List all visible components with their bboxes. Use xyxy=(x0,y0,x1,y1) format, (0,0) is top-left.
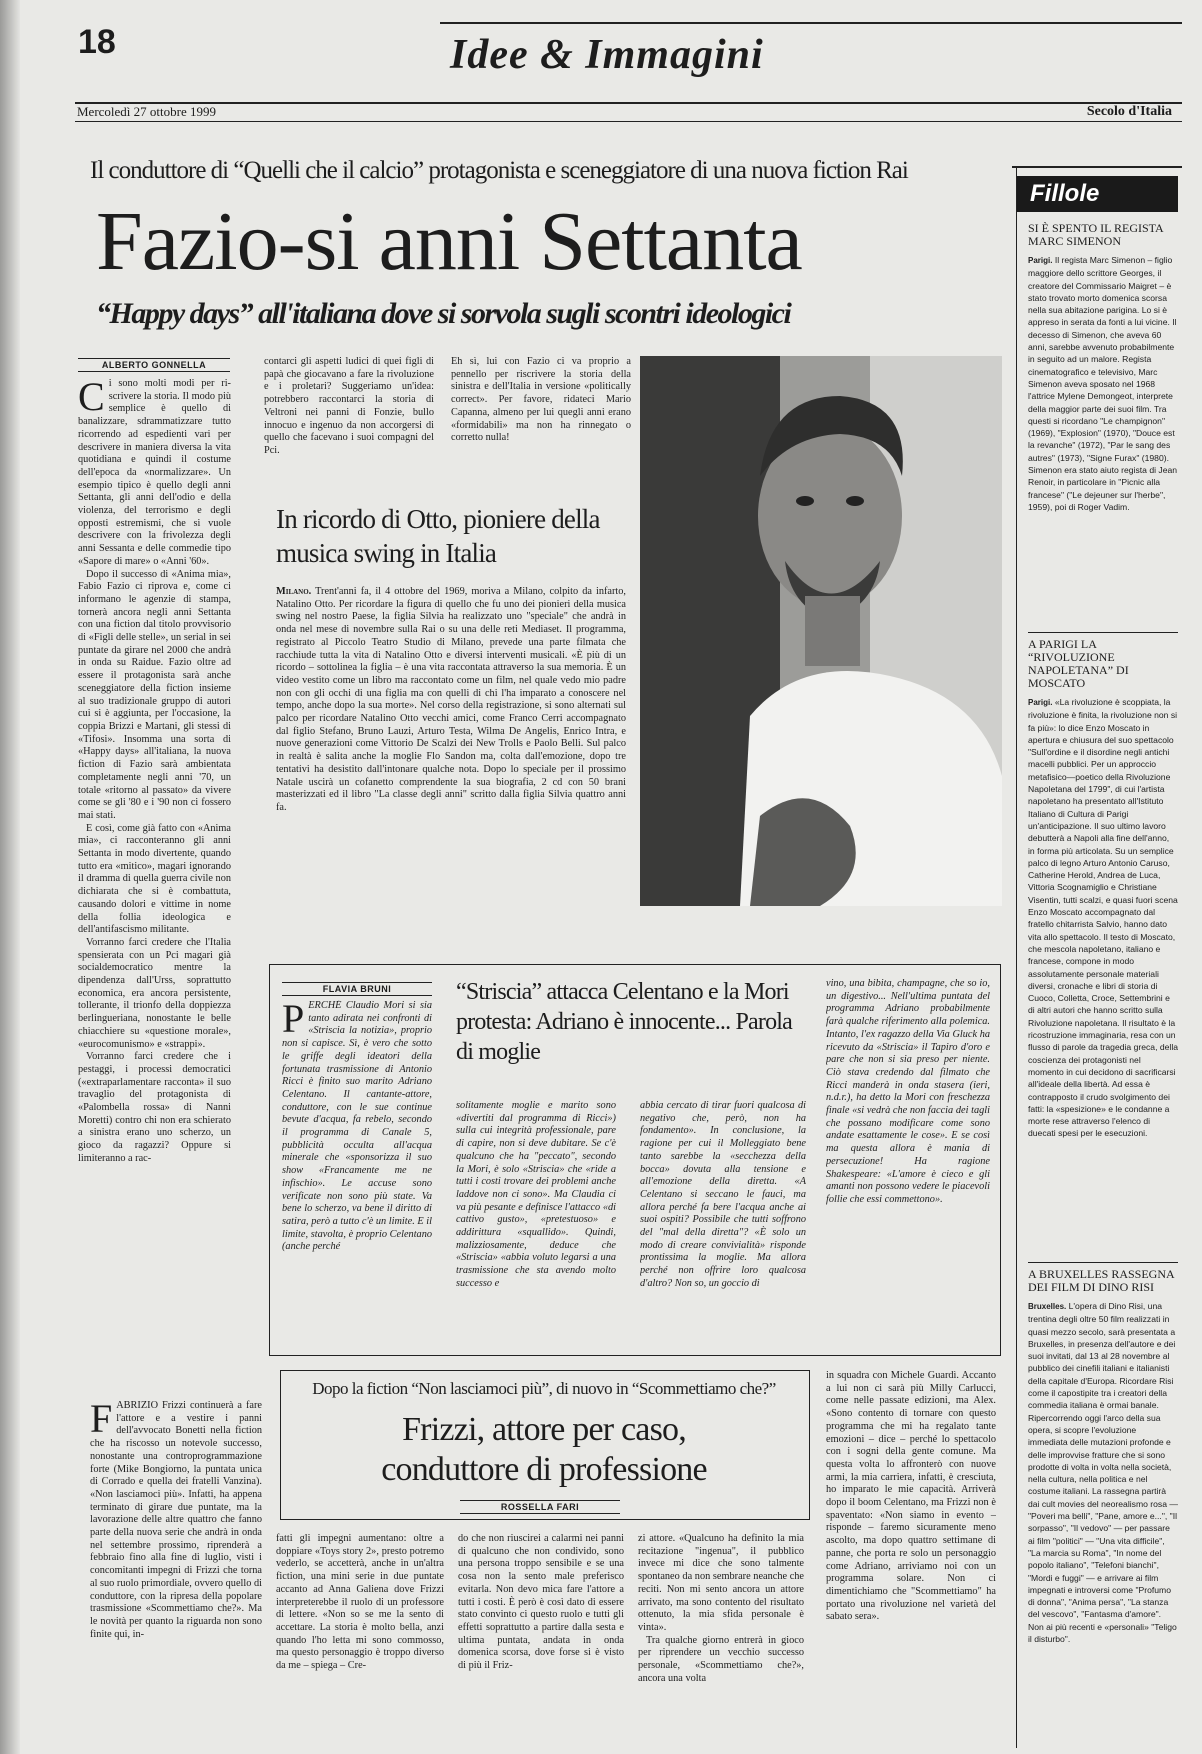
header-bottom-rule xyxy=(75,121,1182,122)
main-subhead: “Happy days” all'italiana dove si sorvola sugli scontri ideologici xyxy=(96,297,791,330)
paragraph: do che non riuscirei a calarmi nei panni di qualcuno che non condivido, sono una persona troppo sensibile e se una cosa non la sento male preferisco evitarla. Non devo mica fare l'attore a tutti i costi. È però è così dato di essere stato convinto ci questo ruolo e tutti gli effetti soprattutto a partire dalla sesta e ultima puntata, andata in onda domenica scorsa, dove forse si è visto di più il Friz- xyxy=(458,1533,624,1672)
portrait-illustration xyxy=(640,356,1002,906)
paragraph: ERCHÉ Claudio Mori si sia tanto adirata nei confronti di «Striscia la notizia», proprio non si capisce. Sì, è vero che sotto le griffe degli ideatori della fortunata trasmissione di Antonio Ricci è finito suo marito Adriano Celentano. Il cantante-attore, conduttore, con le sue continue bevute d'acqua, fa rebelo, secondo il programma di Canale 5, pubblicità occulta all'acqua minerale che «sponsorizza il suo show «Francamente me ne infischio». Le accuse sono verificate non sono più state. Va bene lo scherzo, va bene il diritto di satira, però a tutto c'è un limite. E il limite, stavolta, è proprio Celentano (anche perché xyxy=(282,1000,432,1253)
page-fold-shadow xyxy=(0,0,20,1754)
main-headline: Fazio-si anni Settanta xyxy=(96,195,802,288)
striscia-col2 xyxy=(456,1100,616,1346)
paragraph: in squadra con Michele Guardì. Accanto a lui non ci sarà più Milly Carlucci, come nelle passate edizioni, ma Alex. «Sono contento di tornare con questo programma che mi ha regalato tante emozioni – dice – perché lo spettacolo con i sogni della gente comune. Ma questa volta lo affronterò con nuove armi, la mia carriera, infatti, è cresciuta, ho imparato le mie capacità. Arriverà dopo il boom Celentano, ma Frizzi non è spaventato: «Non siamo in evento – risponde – faremo sicuramente meno ascolto, ma dopo quattro settimane di panne, che porta re solo un personaggio come Adriano, arriviamo noi con un programma solare. Non ci dimentichiamo che "Scommettiamo" ha portato una rivoluzione nel varietà del sabato sera». xyxy=(826,1370,996,1623)
sidebar-item-body: «La rivoluzione è scoppiata, la rivoluzione è finita, la rivoluzione non si fa più»: lo dice Enzo Moscato in apertura e chiusura del suo spettacolo "Sull'ordine e il disordine negli antichi macelli pubblici. Per un approccio metafisico—poetico della Rivoluzione Napoletana del 1799", di cui l'artista napoletano ha presentato all'Istituto Italiano di Cultura di Parigi un'anticipazione. Il suo ultimo lavoro debutterà a Napoli alla fine dell'anno, in forma più articolata. Su un semplice palco di legno Arturo Antonio Caruso, Catherine Herold, Andrea de Luca, Vittoria Scognamiglio e Christiane Visentin, tutti scalzi, e quasi fuori scena Enzo Moscato accompagnato dal fratello chitarrista Salvio, hanno dato vita allo spettacolo. Il testo di Moscato, che mescola napoletano, italiano e francese, compone in modo assolutamente personale materiali diversi, cronache e libri di storia di Cuoco, Colletta, Croce, Settembrini e di altri autori che hanno scritto sulla Rivoluzione napoletana. Il risultato è la ricostruzione immaginaria, resa con un flusso di parole da tragedia greca, della coscienza dei protagonisti nel momento in cui decidono di sacrificarsi all'ideale della libertà. Ad essa è contrapposto il crudo svolgimento dei fatti: la «spesizione» e le condanne a morte rese attraverso l'elenco di duecati spesi per le esecuzioni. xyxy=(1028,697,1178,1139)
dropcap: P xyxy=(282,1000,305,1041)
sidebar-top-rule xyxy=(1012,166,1182,168)
sidebar-item-heading: A PARIGI LA “RIVOLUZIONE NAPOLETANA” DI MOSCATO xyxy=(1028,638,1129,690)
paragraph: Vorranno farci credere che l'Italia spensierata con un Pci magari già socialdemocratico mentre la dipendenza dall'Urss, soprattutto economica, era ancora persistente, tollerante, il trionfo della doppiezza berlingueriana, nonostante le belle chiacchiere su «questione morale», «eurocomunismo» e «strappi». xyxy=(78,936,231,1050)
dateline: Bruxelles. xyxy=(1028,1302,1067,1311)
striscia-col3 xyxy=(640,1100,806,1346)
main-kicker: Il conduttore di “Quelli che il calcio” protagonista e sceneggiatore di una nuova fiction Rai xyxy=(90,157,908,184)
otto-article-body xyxy=(276,586,626,922)
header-rule xyxy=(75,102,1182,104)
sidebar-item-simenon xyxy=(1028,222,1178,632)
frizzi-headline: Frizzi, attore per caso, conduttore di professione xyxy=(381,1411,707,1488)
dateline: Parigi. xyxy=(1028,256,1053,265)
newspaper-name: Secolo d'Italia xyxy=(1086,104,1172,119)
paragraph: fatti gli impegni aumentano: oltre a doppiare «Toys story 2», presto potremo vederlo, se accetterà, anche in un'altra fiction, una mini serie in due puntate accanto ad Anna Galiena dove Frizzi interpreterebbe il ruolo di un professore di lettere. «Non so se me la sento di accettare. La storia è molto bella, anzi quando l'ho letta mi sono commosso, ma questo personaggio è troppo diverso da me – spiega – Cre- xyxy=(276,1533,444,1672)
striscia-headline: “Striscia” attacca Celentano e la Mori protesta: Adriano è innocente... Parola di moglie xyxy=(456,979,793,1065)
dropcap: C xyxy=(78,378,105,419)
otto-headline: In ricordo di Otto, pioniere della musica swing in Italia xyxy=(276,504,600,568)
main-article-col1 xyxy=(78,378,231,1346)
fazio-photo xyxy=(640,356,1002,906)
paragraph: Dopo il successo di «Anima mia», Fabio Fazio ci riprova e, come ci informano le agenzie di stampa, tornerà ancora negli anni Settanta con una fiction dal titolo provvisorio di «Figli delle stelle», un serial in sei puntate da girare nel 2000 che andrà in onda su Raidue. Fazio oltre ad essere il protagonista sarà anche sceneggiatore della fiction insieme al suo tradizionale gruppo di autori cui si è aggiunta, per l'occasione, la coppia Brizzi e Martani, gli stessi di «Tifosi». Insomma una sorta di «Happy days» all'italiana, la nuova fiction di Fazio sarà ambientata completamente negli anni '70, un totale «ritorno al passato» da vivere come se gli '80 e i '90 non ci fossero mai stati. xyxy=(78,568,231,821)
main-author: ALBERTO GONNELLA xyxy=(78,358,230,372)
header-top-rule xyxy=(440,22,1182,24)
sidebar-item-body: Il regista Marc Simenon – figlio maggiore dello scrittore Georges, il creatore del Commissario Maigret – è stato trovato morto domenica scorsa nella sua abitazione parigina. Lo si è appreso in serata da fonti a lui vicine. Il decesso di Simenon, che aveva 60 anni, sarebbe avvenuto probabilmente in seguito ad un malore. Regista cinematografico e televisivo, Marc Simenon aveva sposato nel 1968 l'attrice Mylene Demongeot, interprete della maggior parte dei suoi film. Tra questi si ricordano "Le champignon" (1969), "Explosion" (1970), "Douce est la revanche" (1972), "Par le sang des autres" (1973), "Signe Furax" (1980). Simenon era stato aiuto regista di Jean Renoir, in particolare in "Picnic alla francese" ("Le dejeuner sur l'herbe", 1959), poi di Roger Vadim. xyxy=(1028,255,1178,512)
frizzi-author: ROSSELLA FARI xyxy=(460,1500,620,1514)
frizzi-col5 xyxy=(826,1370,996,1750)
dateline: Parigi. xyxy=(1028,698,1053,707)
paragraph: i sono molti modi per ri-scrivere la storia. Il modo più semplice è quello di banalizzare, sdrammatizzare tutto ricorrendo ad espedienti vari per descrivere in maniera diversa la vita quotidiana e quindi il costume dell'epoca da «normalizzare». Un esempio tipico è quello degli anni Settanta, gli anni dell'odio e della violenza, del terrorismo e degli opposti estremismi, che si vuole descrivere con la frivolezza degli anni Sessanta e delle commedie tipo «Sapore di mare» o «Anni '60». xyxy=(78,378,231,567)
paragraph: Eh sì, lui con Fazio ci va proprio a pennello per riscrivere la storia della sinistra e dell'Italia in versione «politically correct». Per favore, ridateci Mario Capanna, almeno per lui quegli anni erano «formidabili» ma non ha rinnegato o corretto nulla! xyxy=(451,356,631,444)
sidebar-divider xyxy=(1028,1262,1178,1263)
otto-body-text: Trent'anni fa, il 4 ottobre del 1969, moriva a Milano, colpito da infarto, Natalino Otto. Per ricordare la figura di quello che fu uno dei pionieri della musica swing nel nostro Paese, la figlia Silvia ha realizzato uno "speciale" che andrà in onda nel mese di novembre sulla Rai o su una delle reti Mediaset. Il programma, registrato al Piccolo Teatro Studio di Milano, prevede una parte filmata che racchiude tutta la vita di Natalino Otto e diversi interventi musicali. «È più di un ricordo – sottolinea la figlia – è una vita raccontata attraverso la sua memoria. È un video vestito come un libro ma raccontato come un film, nel quale vedo mio padre non con gli occhi di una figlia ma con quelli di chi l'ha imparato a conoscere nel tempo, anche dopo la sua morte». Nel corso della registrazione, si sono alternati sul palco per ricordare Natalino Otto vecchi amici, come Franco Cerri accompagnato dal figlio Stefano, Bruno Lauzi, Arturo Testa, Wilma De Angelis, Enrico Intra, e nuove generazioni come Vittorio De Scalzi dei New Trolls e Paolo Belli. Sul palco in realtà è salita anche la moglie Flo Sandon ma, colta dall'emozione, dopo tre tentativi ha desistito dall'intonare qualche nota. Dopo lo speciale per il prossimo Natale uscirà un cofanetto comprendente la sua biografia, 2 cd con 50 brani masterizzati ed il libro "La classe degli anni" scritto dalla figlia Silvia quattro anni fa. xyxy=(276,586,626,813)
paragraph: zi attore. «Qualcuno ha definito la mia recitazione "ingenua", il pubblico invece mi dice che sono talmente spontaneo da non sembrare neanche che reciti. Non mi sento ancora un attore arrivato, ma sono contento del risultato ottenuto, la mia sfida personale è vinta». xyxy=(638,1533,804,1633)
frizzi-col3 xyxy=(458,1533,624,1750)
paragraph: contarci gli aspetti ludici di quei figli di papà che giocavano a fare la rivoluzione e i proletari? Suggeriamo un'idea: potrebbero raccontarci la storia di Veltroni nei panni di Fonzie, bullo innocuo e ingenuo da non accorgersi di quello che facevano i suoi compagni del Pci. xyxy=(264,356,434,456)
section-title: Idee & Immagini xyxy=(450,32,764,78)
main-article-col3 xyxy=(451,356,631,486)
frizzi-col2 xyxy=(276,1533,444,1750)
paragraph: vino, una bibita, champagne, che so io, un digestivo... Nell'ultima puntata del programma Adriano probabilmente farà qualche riferimento alla polemica. Intanto, l'ex ragazzo della Via Gluck ha ricevuto da «Striscia» il Tapiro d'oro e pare che non si sia preso per niente. Ciò stava credendo dal filmato che Ricci manderà in onda stasera (ieri, n.d.r.), ha detto la Mori con freschezza finale «si vedrà che non faccia dei tagli che possano modificare come sono andate esattamente le cose». E se così ma questa allora è mania di persecuzione! Ha ragione Shakespeare: «L'amore è cieco e gli amanti non possono vedere le piacevoli follie che essi commettono». xyxy=(826,978,990,1205)
striscia-col1 xyxy=(282,1000,432,1346)
sidebar-item-heading: A BRUXELLES RASSEGNA DEI FILM DI DINO RISI xyxy=(1028,1268,1175,1294)
paragraph: solitamente moglie e marito sono «divertiti dal programma di Ricci») sulla cui integrità professionale, pare di capire, non si deve dubitare. Se c'è qualcuno che ha "peccato", secondo la Mori, è solo «Striscia» che «ride a tutti i costi trovare dei problemi anche laddove non ci sono». Ma Claudia ci va più pesante e definisce l'attacco «di cattivo gusto», «pretestuoso» e addirittura «squallido». Quindi, malizziosamente, deduce che «Striscia» «abbia voluto legarsi a una trasmissione che sta avendo molto successo e xyxy=(456,1100,616,1289)
sidebar-divider xyxy=(1028,632,1178,633)
issue-date: Mercoledì 27 ottobre 1999 xyxy=(77,104,216,119)
paragraph: abbia cercato di tirar fuori qualcosa di negativo che, però, non ha fondamento». In conclusione, la ragione per cui il Molleggiato bene tanto sarebbe la «secchezza della bocca» dovuta alla tensione e all'emozione della diretta. «A Celentano si seccano le fauci, ma allora perché fa bere l'acqua anche ai suoi ospiti? Possibile che tutti soffrono del "mal della diretta"? «È solo un modo di creare convivialità» risponde prontissima la moglie. Ma allora perché non offrire loro qualcosa d'altro? Non so, un goccio di xyxy=(640,1100,806,1289)
striscia-author: FLAVIA BRUNI xyxy=(282,982,432,996)
sidebar-item-moscato xyxy=(1028,638,1178,1258)
page-number: 18 xyxy=(78,23,116,61)
paragraph xyxy=(276,586,626,815)
paragraph: ABRIZIO Frizzi continuerà a fare l'attore e a vestire i panni dell'avvocato Bonetti nella fiction che ha riscosso un notevole successo, nonostante una controprogrammazione forte (Mike Bongiorno, la puntata unica di Corrado e quella dei fratelli Vanzina). «Non lasciamoci più». Infatti, ha appena terminato di girare due puntate, ma la lavorazione delle altre quattro che fanno parte della nuova serie che andrà in onda nel settembre prossimo, riprenderà a febbraio fino alla fine di luglio, visti i concomitanti impegni di Frizzi che torna al suo ruolo primordiale, ovvero quello di conduttore, con la ripresa della popolare trasmissione «Scommettiamo che?». Ma le novità per quanto la riguarda non sono finite qui, in- xyxy=(90,1400,262,1640)
striscia-col4 xyxy=(826,978,990,1346)
sidebar-left-rule xyxy=(1016,168,1017,1748)
frizzi-col4 xyxy=(638,1533,804,1750)
main-article-col2 xyxy=(264,356,434,486)
sidebar-item-body: L'opera di Dino Risi, una trentina degli oltre 50 film realizzati in quasi mezzo secolo, sarà presentata a Bruxelles, in presenza dell'autore e dei suoi invitati, dal 13 al 28 novembre al pubblico dei cinefili italiani e italianisti della capitale d'Europa. Ricordare Risi come il capostipite tra i creatori della commedia italiana è ormai banale. Ripercorrendo oggi l'arco della sua opera, si scopre l'evoluzione immediata delle mutazioni profonde e delle improvvise fratture che si sono prodotte di volta in volta nella società, nella cultura, nella politica e nel costume italiani. La rassegna partirà dai cult movies del neorealismo rosa — "Poveri ma belli", "Pane, amore e...", "Il sorpasso", "Il vedovo" — per passare ai film "politici" — "Una vita difficile", "La marcia su Roma", "In nome del popolo italiano", "Telefoni bianchi", "Mordi e fuggi" — e arrivare ai film impegnati e introversi come "Profumo di donna", "Anima persa", "La stanza del vescovo", "Fantasma d'amore". Non ai più recenti e «personali» "Teligo il disturbo". xyxy=(1028,1301,1178,1645)
paragraph: Tra qualche giorno entrerà in gioco per riprendere un vecchio successo personale, «Scommettiamo che?», ancora una volta xyxy=(638,1634,804,1684)
sidebar-title-bar xyxy=(1016,176,1178,212)
frizzi-col1 xyxy=(90,1400,262,1750)
paragraph: Vorranno farci credere che i pestaggi, i processi democratici («extraparlamentare racconta» il suo travaglio del protagonista di «Palombella rossa» di Nanni Moretti) contro chi non era schierato a sinistra erano uno scherzo, un gioco da ragazzi? Oppure si limiteranno a rac- xyxy=(78,1051,231,1164)
sidebar-item-risi xyxy=(1028,1268,1178,1748)
dropcap: F xyxy=(90,1400,113,1441)
dateline: Milano. xyxy=(276,586,312,597)
frizzi-kicker: Dopo la fiction “Non lasciamoci più”, di nuovo in “Scommettiamo che?” xyxy=(312,1379,776,1398)
paragraph: E così, come già fatto con «Anima mia», ci racconteranno gli anni Settanta in modo divertente, quando tutto era «mitico», magari ignorando il dramma di quella guerra civile non dichiarata che si è combattuta, causando dolori e vittime in nome della follia ideologica e dell'antifascismo militante. xyxy=(78,822,231,936)
sidebar-title: Fillole xyxy=(1030,180,1100,207)
sidebar-item-heading: SI È SPENTO IL REGISTA MARC SIMENON xyxy=(1028,222,1164,248)
